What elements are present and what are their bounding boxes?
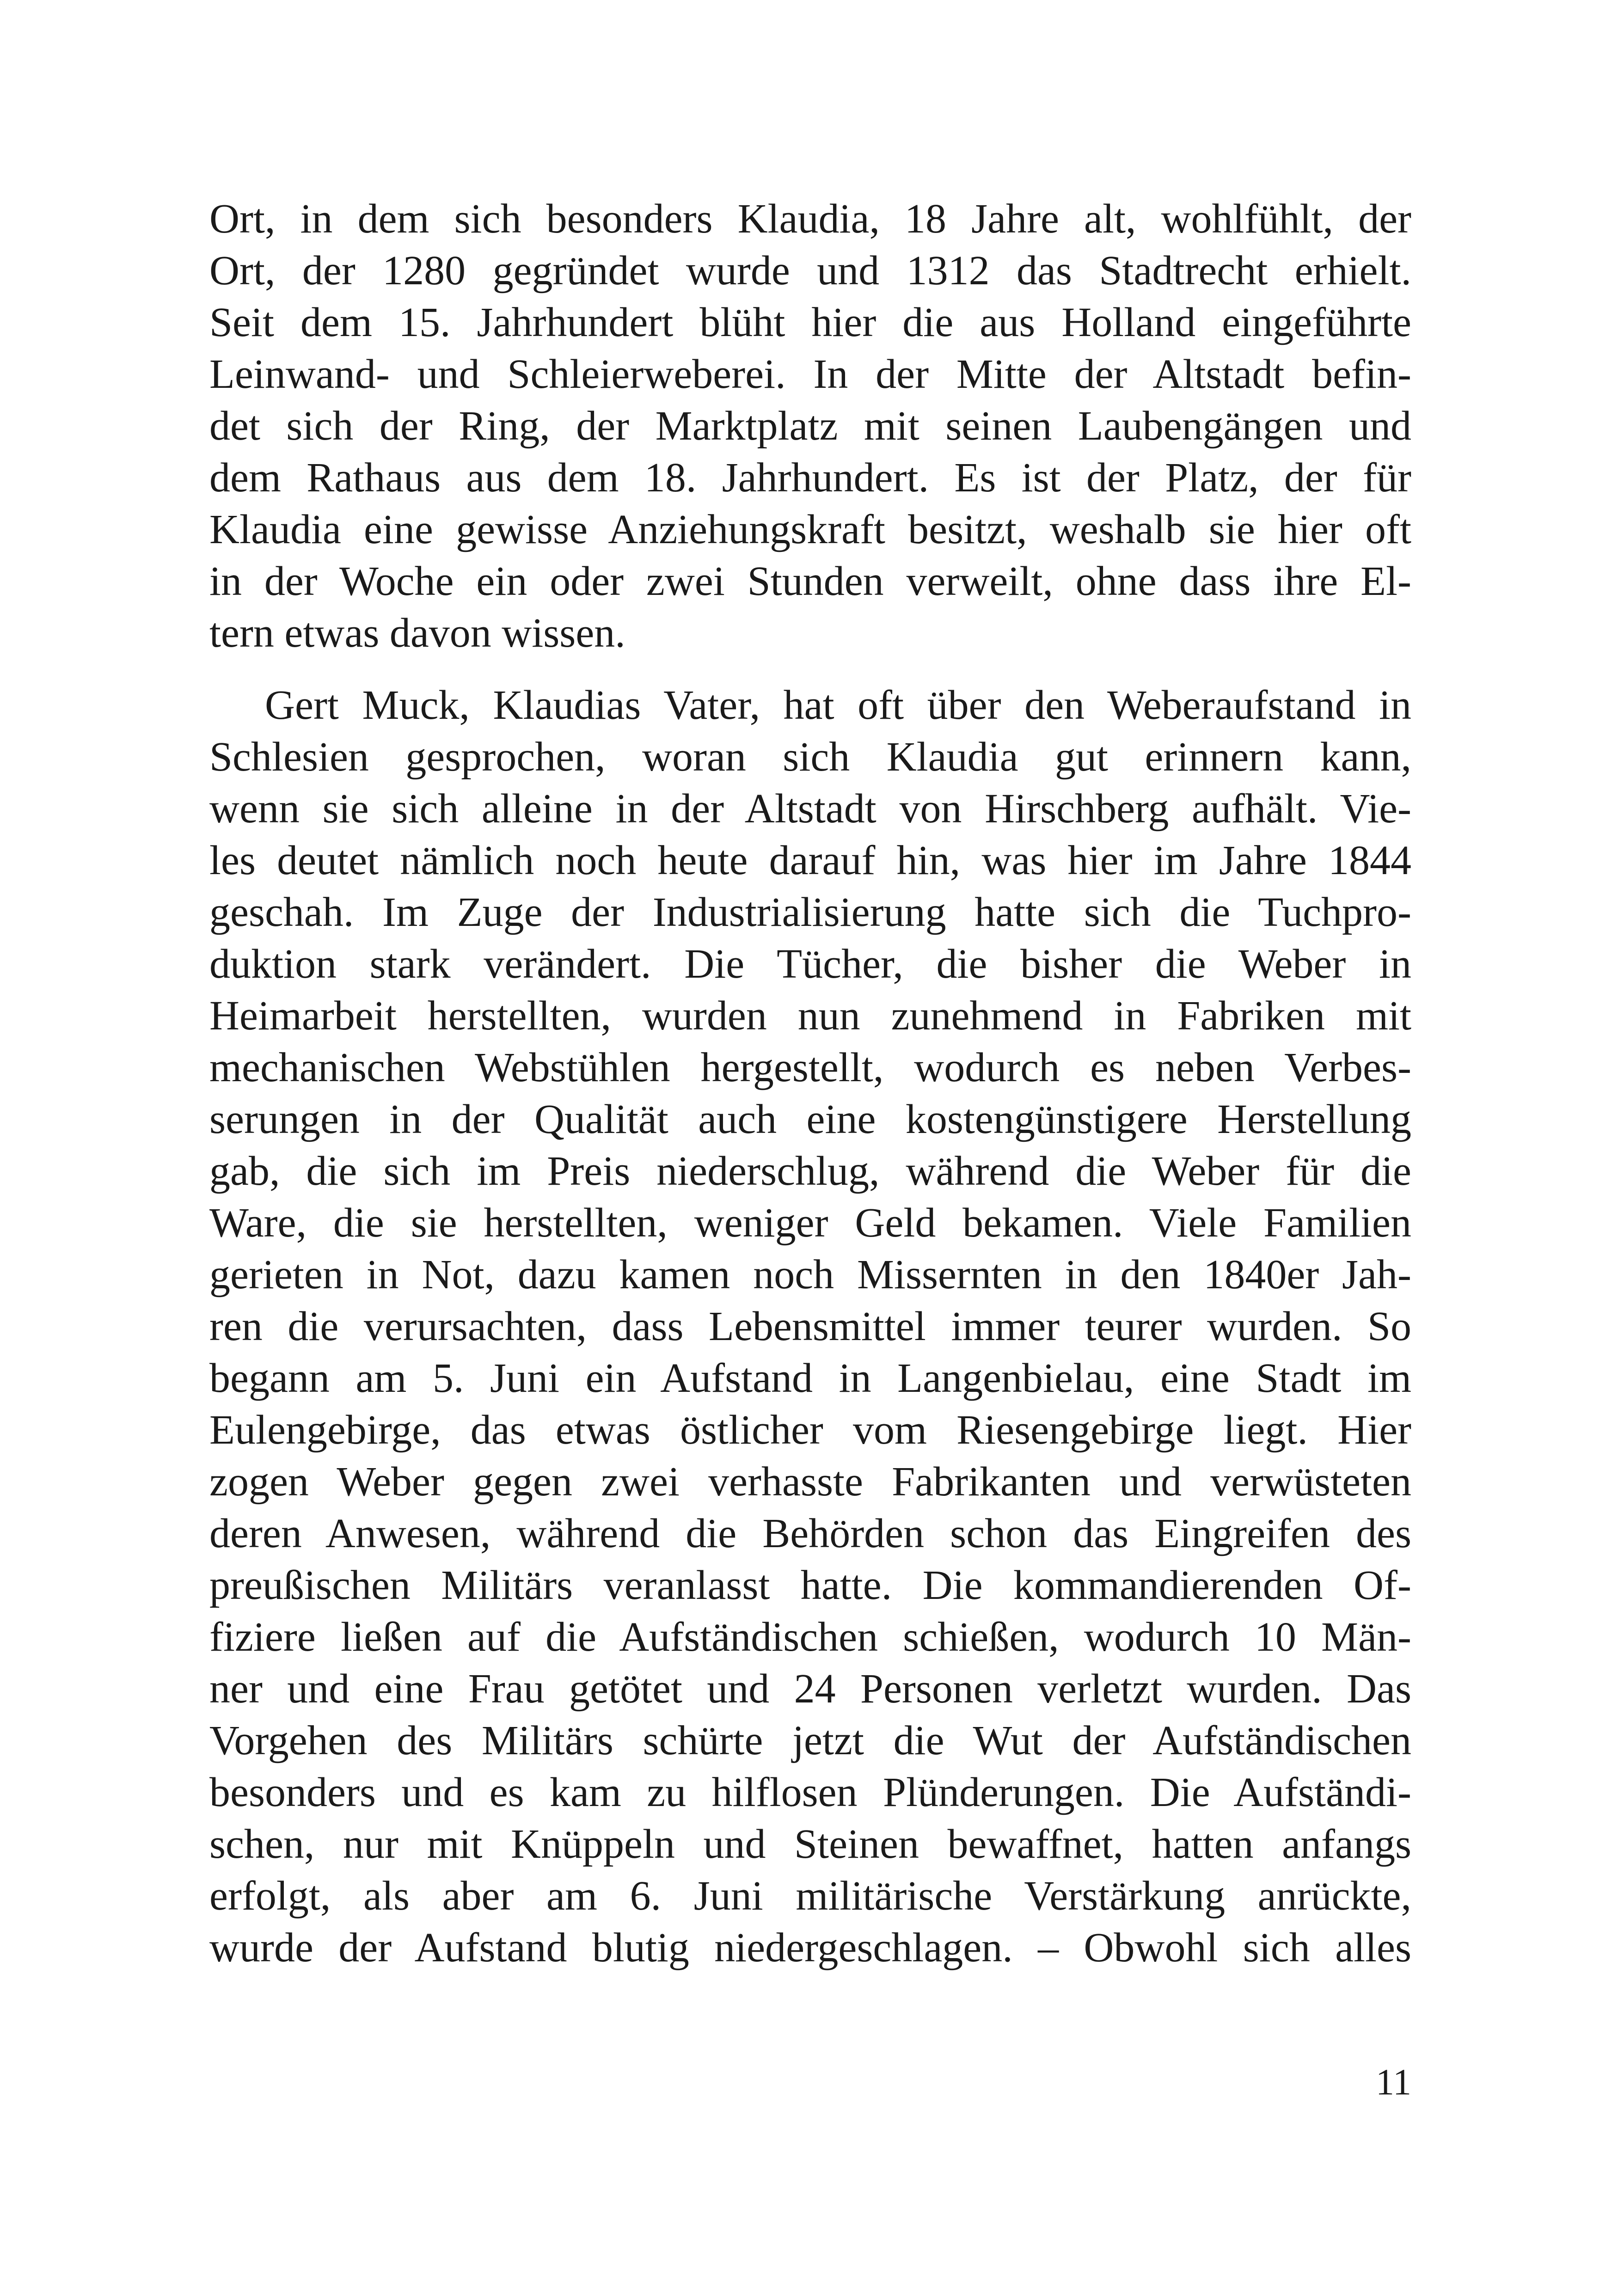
text-line: gerieten in Not, dazu kamen noch Missernten in den 1840er Jah- <box>209 1252 1411 1298</box>
paragraph-spacer <box>209 659 1411 680</box>
text-line: Gert Muck, Klaudias Vater, hat oft über den Weberaufstand in <box>265 682 1411 728</box>
text-line: preußischen Militärs veranlasst hatte. Die kommandierenden Of- <box>209 1562 1411 1608</box>
text-line: tern etwas davon wissen. <box>209 610 625 656</box>
text-line: erfolgt, als aber am 6. Juni militärische Verstärkung anrückte, <box>209 1873 1411 1919</box>
text-line: dem Rathaus aus dem 18. Jahrhundert. Es ist der Platz, der für <box>209 455 1411 501</box>
text-line: les deutet nämlich noch heute darauf hin, was hier im Jahre 1844 <box>209 838 1411 883</box>
text-line: serungen in der Qualität auch eine kostengünstigere Herstellung <box>209 1096 1411 1142</box>
paragraph-2 <box>209 680 1411 1974</box>
text-line: Vorgehen des Militärs schürte jetzt die Wut der Aufständischen <box>209 1718 1411 1763</box>
text-line: Heimarbeit herstellten, wurden nun zunehmend in Fabriken mit <box>209 993 1411 1039</box>
text-line: wenn sie sich alleine in der Altstadt von Hirschberg aufhält. Vie- <box>209 786 1411 832</box>
text-line: Ort, in dem sich besonders Klaudia, 18 Jahre alt, wohlfühlt, der <box>209 196 1411 242</box>
text-line: Ort, der 1280 gegründet wurde und 1312 das Stadtrecht erhielt. <box>209 248 1411 294</box>
text-line: besonders und es kam zu hilflosen Plünderungen. Die Aufständi- <box>209 1769 1411 1815</box>
text-line: duktion stark verändert. Die Tücher, die bisher die Weber in <box>209 941 1411 987</box>
text-line: fiziere ließen auf die Aufständischen schießen, wodurch 10 Män- <box>209 1614 1411 1660</box>
text-line: ren die verursachten, dass Lebensmittel immer teurer wurden. So <box>209 1304 1411 1349</box>
text-line: Klaudia eine gewisse Anziehungskraft besitzt, weshalb sie hier oft <box>209 507 1411 552</box>
text-line: mechanischen Webstühlen hergestellt, wodurch es neben Verbes- <box>209 1045 1411 1090</box>
text-line: schen, nur mit Knüppeln und Steinen bewaffnet, hatten anfangs <box>209 1821 1411 1867</box>
text-line: deren Anwesen, während die Behörden schon das Eingreifen des <box>209 1511 1411 1556</box>
text-line: Ware, die sie herstellten, weniger Geld bekamen. Viele Familien <box>209 1200 1411 1246</box>
text-line: wurde der Aufstand blutig niedergeschlagen. – Obwohl sich alles <box>209 1925 1411 1971</box>
body-text <box>209 193 1411 1974</box>
page-number: 11 <box>1375 2062 1411 2103</box>
text-line: zogen Weber gegen zwei verhasste Fabrikanten und verwüsteten <box>209 1459 1411 1505</box>
text-line: Schlesien gesprochen, woran sich Klaudia gut erinnern kann, <box>209 734 1411 780</box>
text-line: ner und eine Frau getötet und 24 Personen verletzt wurden. Das <box>209 1666 1411 1712</box>
text-line: gab, die sich im Preis niederschlug, während die Weber für die <box>209 1148 1411 1194</box>
text-line: geschah. Im Zuge der Industrialisierung hatte sich die Tuchpro- <box>209 889 1411 935</box>
text-line: det sich der Ring, der Marktplatz mit seinen Laubengängen und <box>209 403 1411 449</box>
text-line: Seit dem 15. Jahrhundert blüht hier die aus Holland eingeführte <box>209 300 1411 345</box>
text-line: Leinwand- und Schleierweberei. In der Mitte der Altstadt befin- <box>209 351 1411 397</box>
text-line: begann am 5. Juni ein Aufstand in Langenbielau, eine Stadt im <box>209 1355 1411 1401</box>
paragraph-1 <box>209 193 1411 659</box>
text-line: in der Woche ein oder zwei Stunden verweilt, ohne dass ihre El- <box>209 558 1411 604</box>
text-line: Eulengebirge, das etwas östlicher vom Riesengebirge liegt. Hier <box>209 1407 1411 1453</box>
